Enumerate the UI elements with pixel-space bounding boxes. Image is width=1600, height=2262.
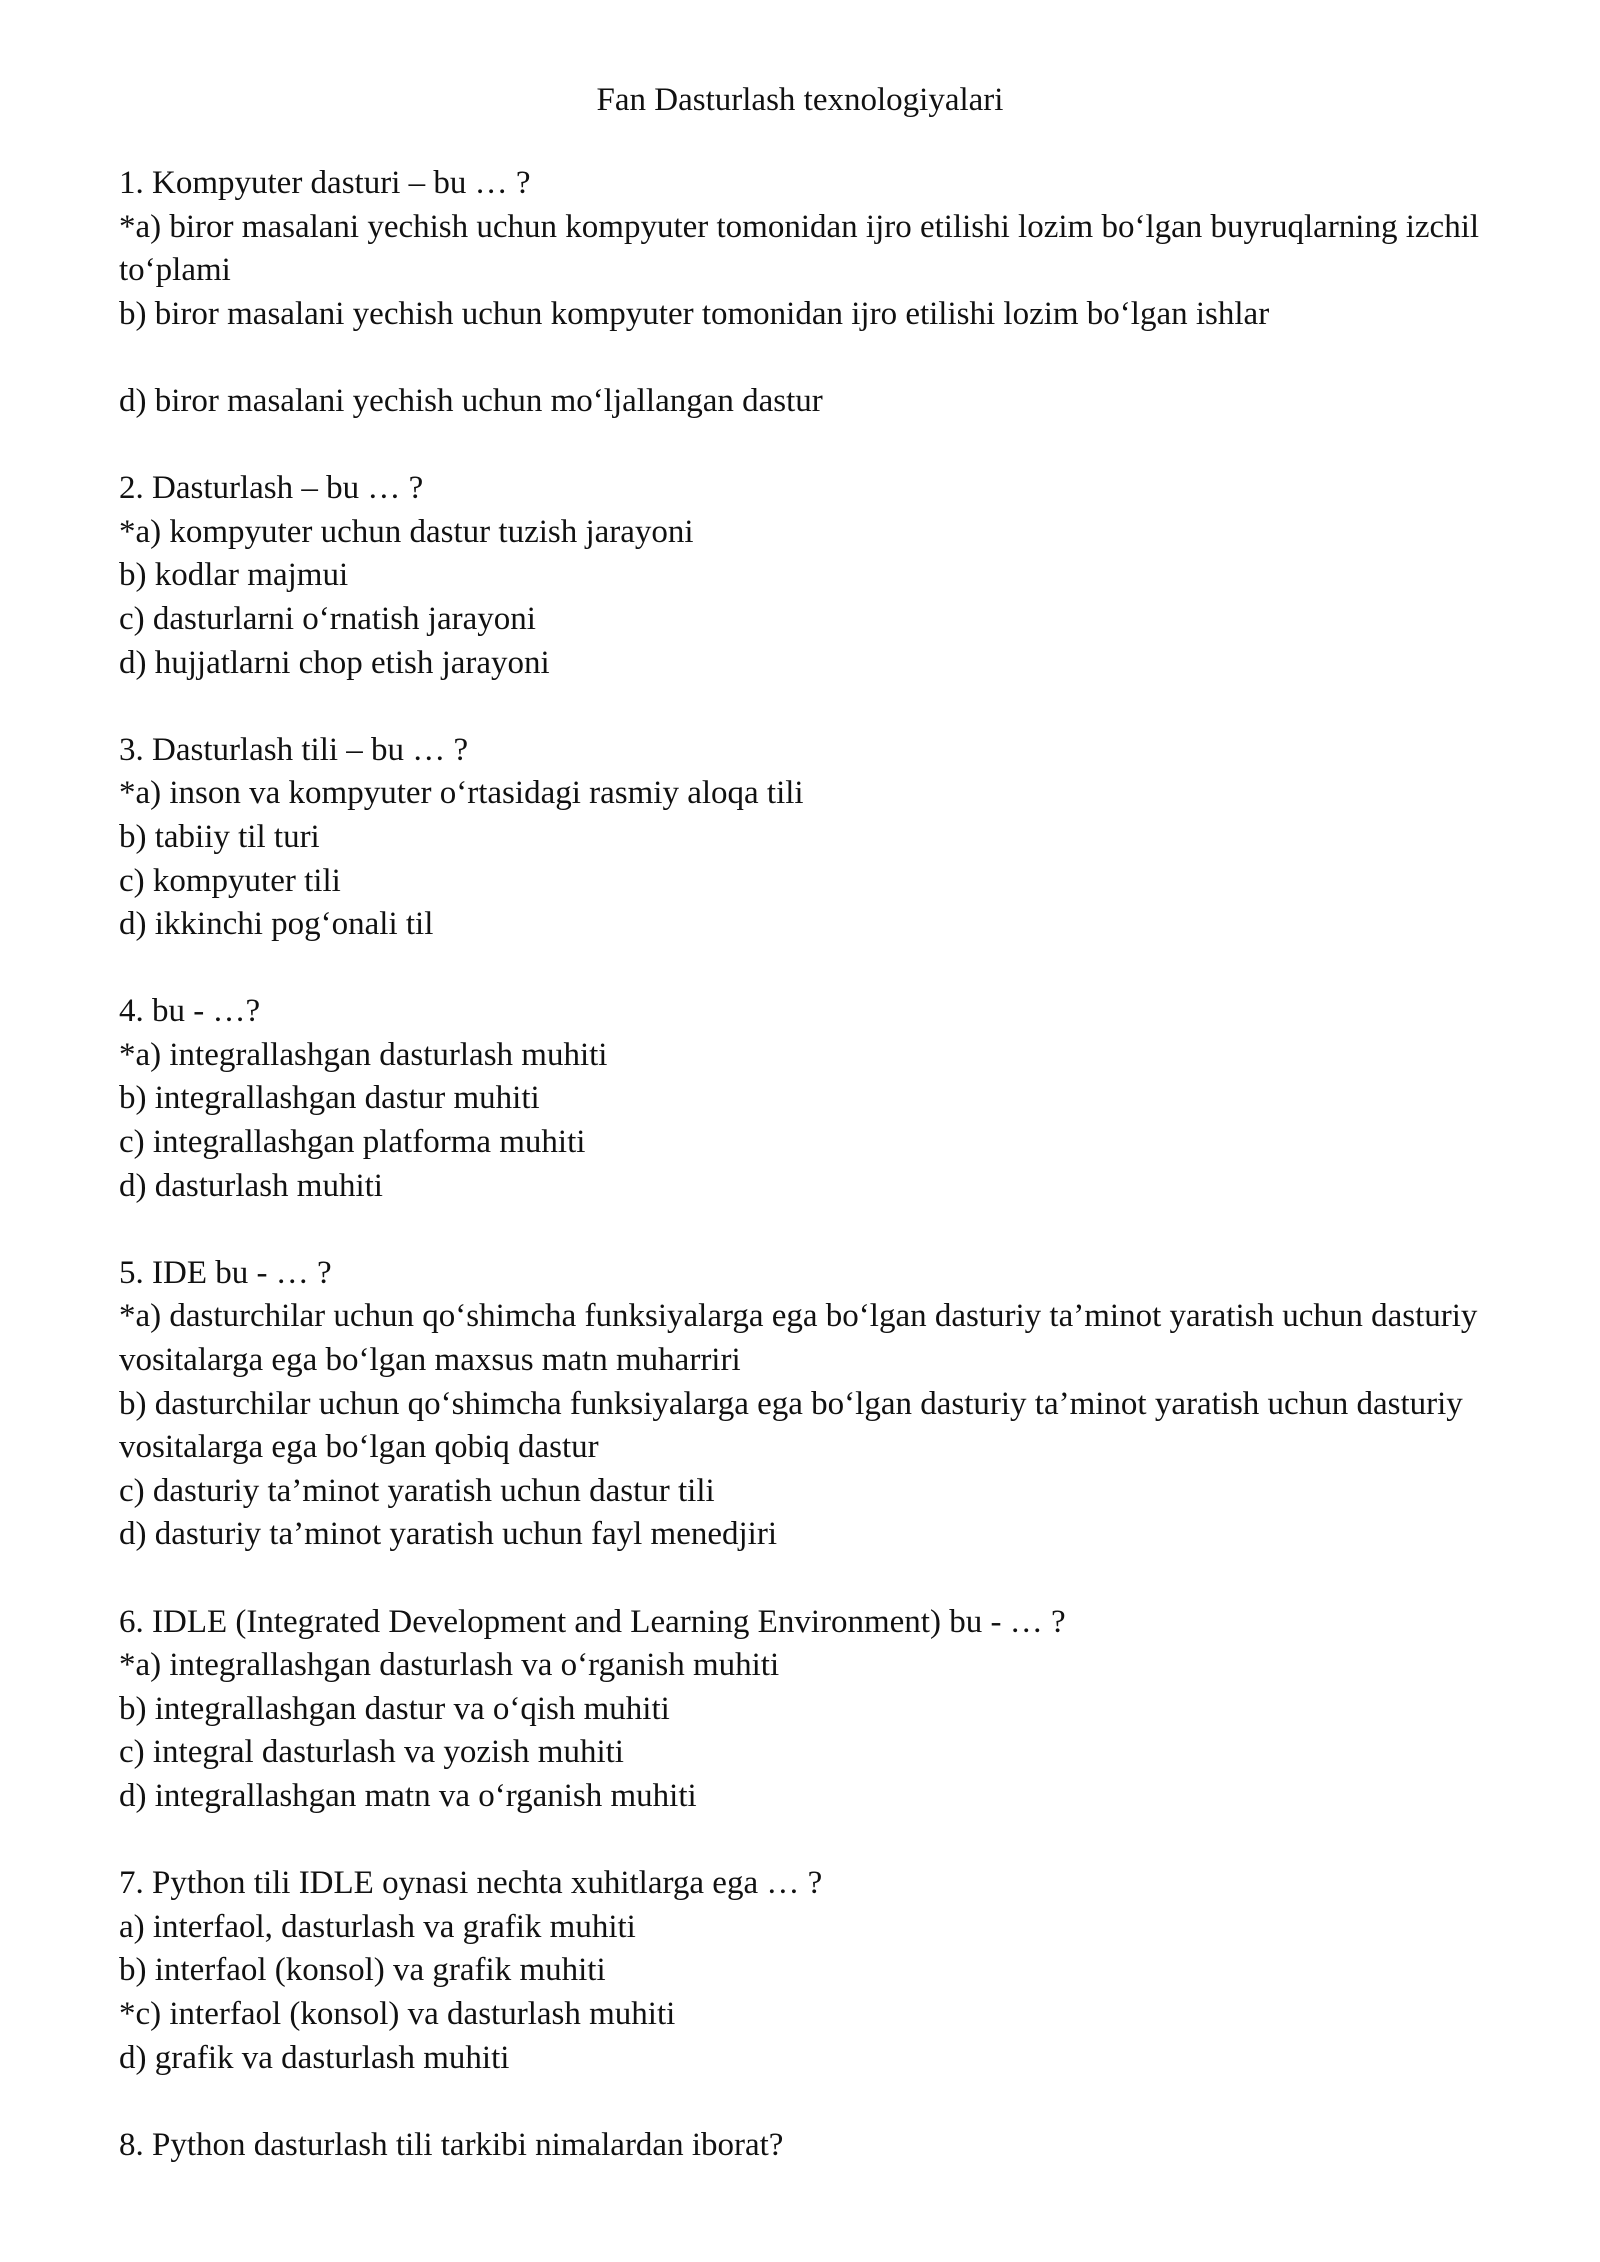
question-text: 8. Python dasturlash tili tarkibi nimalardan iborat? <box>119 2126 784 2163</box>
answer-option: d) integrallashgan matn va o‘rganish muhiti <box>119 1777 697 1814</box>
question-text: 5. IDE bu - … ? <box>119 1254 332 1291</box>
answer-option: *a) kompyuter uchun dastur tuzish jarayoni <box>119 513 694 550</box>
answer-option: *a) integrallashgan dasturlash va o‘rganish muhiti <box>119 1647 780 1684</box>
answer-option: d) dasturlash muhiti <box>119 1167 383 1204</box>
answer-option: c) integrallashgan platforma muhiti <box>119 1124 586 1161</box>
answer-option: d) grafik va dasturlash muhiti <box>119 2039 510 2076</box>
answer-option: *a) integrallashgan dasturlash muhiti <box>119 1036 608 1073</box>
question-6 <box>119 1601 1499 1819</box>
answer-option: c) dasturiy ta’minot yaratish uchun dastur tili <box>119 1472 715 1509</box>
answer-option: a) interfaol, dasturlash va grafik muhiti <box>119 1908 636 1945</box>
question-text: 7. Python tili IDLE oynasi nechta xuhitlarga ega … ? <box>119 1865 823 1902</box>
document-title: Fan Dasturlash texnologiyalari <box>596 82 1004 118</box>
question-4 <box>119 990 1499 1208</box>
answer-option: b) dasturchilar uchun qo‘shimcha funksiyalarga ega bo‘lgan dasturiy ta’minot yaratish uchun dasturiy vositalarga ega bo‘lgan qobiq dastur <box>119 1385 1463 1466</box>
answer-option: *c) interfaol (konsol) va dasturlash muhiti <box>119 1995 676 2032</box>
answer-option: b) kodlar majmui <box>119 557 349 594</box>
answer-option: b) biror masalani yechish uchun kompyuter tomonidan ijro etilishi lozim bo‘lgan ishlar <box>119 295 1270 332</box>
question-text: 2. Dasturlash – bu … ? <box>119 470 424 507</box>
blank-line <box>119 336 1499 380</box>
question-list <box>119 162 1499 2211</box>
answer-option: d) dasturiy ta’minot yaratish uchun fayl menedjiri <box>119 1516 777 1553</box>
answer-option: d) biror masalani yechish uchun mo‘ljallangan dastur <box>119 382 823 419</box>
answer-option: d) ikkinchi pog‘onali til <box>119 906 434 943</box>
answer-option: c) integral dasturlash va yozish muhiti <box>119 1734 624 1771</box>
question-text: 3. Dasturlash tili – bu … ? <box>119 731 469 768</box>
question-text: 1. Kompyuter dasturi – bu … ? <box>119 165 531 201</box>
question-text: 4. bu - …? <box>119 993 261 1030</box>
answer-option: b) integrallashgan dastur muhiti <box>119 1080 540 1117</box>
question-3 <box>119 729 1499 947</box>
question-7 <box>119 1862 1499 2080</box>
question-1 <box>119 162 1499 424</box>
answer-option: c) kompyuter tili <box>119 862 341 899</box>
question-5 <box>119 1252 1499 1557</box>
answer-option: *a) inson va kompyuter o‘rtasidagi rasmiy aloqa tili <box>119 775 804 812</box>
question-2 <box>119 467 1499 685</box>
question-8 <box>119 2124 1499 2168</box>
answer-option: c) dasturlarni o‘rnatish jarayoni <box>119 600 536 637</box>
answer-option: *a) biror masalani yechish uchun kompyuter tomonidan ijro etilishi lozim bo‘lgan buyruqlarning izchil to‘plami <box>119 208 1480 289</box>
answer-option: b) tabiiy til turi <box>119 818 320 855</box>
answer-option: d) hujjatlarni chop etish jarayoni <box>119 644 550 681</box>
answer-option: b) interfaol (konsol) va grafik muhiti <box>119 1952 606 1989</box>
answer-option: b) integrallashgan dastur va o‘qish muhiti <box>119 1690 670 1727</box>
answer-option: *a) dasturchilar uchun qo‘shimcha funksiyalarga ega bo‘lgan dasturiy ta’minot yaratish uchun dasturiy vositalarga ega bo‘lgan maxsus matn muharriri <box>119 1298 1478 1379</box>
question-text: 6. IDLE (Integrated Development and Learning Environment) bu - … ? <box>119 1603 1066 1640</box>
